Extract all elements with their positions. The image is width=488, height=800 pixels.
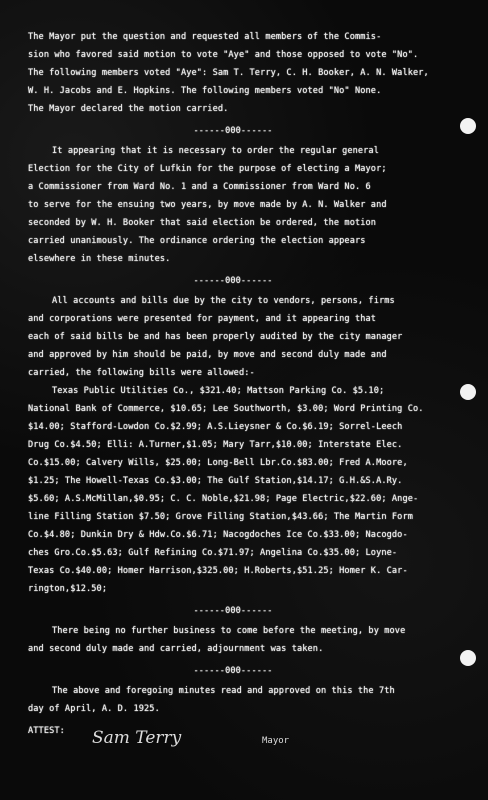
text-line: $14.00; Stafford-Lowdon Co.$2.99; A.S.Lieysner & Co.$6.19; Sorrel-Leech: [28, 422, 403, 432]
text-line: National Bank of Commerce, $10.65; Lee Southworth, $3.00; Word Printing Co.: [28, 404, 424, 414]
text-line: seconded by W. H. Booker that said election be ordered, the motion: [28, 218, 377, 228]
text-line: line Filling Station $7.50; Grove Filling Station,$43.66; The Martin Form: [28, 512, 413, 522]
text-line: day of April, A. D. 1925.: [28, 704, 160, 714]
text-line: Texas Public Utilities Co., $321.40; Mattson Parking Co. $5.10;: [52, 386, 385, 396]
text-line: $1.25; The Howell-Texas Co.$3.00; The Gulf Station,$14.17; G.H.&S.A.Ry.: [28, 476, 403, 486]
text-line: $5.60; A.S.McMillan,$0.95; C. C. Noble,$21.98; Page Electric,$22.60; Ange-: [28, 494, 419, 504]
text-line: The Mayor put the question and requested all members of the Commis-: [28, 32, 382, 42]
text-line: and approved by him should be paid, by move and second duly made and: [28, 350, 387, 360]
binder-hole-bottom: [460, 650, 476, 666]
text-line: ches Gro.Co.$5.63; Gulf Refining Co.$71.97; Angelina Co.$35.00; Loyne-: [28, 548, 398, 558]
text-line: to serve for the ensuing two years, by move made by A. N. Walker and: [28, 200, 387, 210]
text-line: All accounts and bills due by the city to vendors, persons, firms: [52, 296, 395, 306]
section-separator: ------000------: [193, 606, 273, 616]
text-line: each of said bills be and has been properly audited by the city manager: [28, 332, 403, 342]
section-separator: ------000------: [193, 126, 273, 136]
text-line: Texas Co.$40.00; Homer Harrison,$325.00; H.Roberts,$51.25; Homer K. Car-: [28, 566, 408, 576]
text-line: and corporations were presented for payment, and it appearing that: [28, 314, 377, 324]
text-line: The following members voted "Aye": Sam T. Terry, C. H. Booker, A. N. Walker,: [28, 68, 429, 78]
text-line: sion who favored said motion to vote "Aye" and those opposed to vote "No".: [28, 50, 419, 60]
section-separator: ------000------: [193, 276, 273, 286]
text-line: There being no further business to come before the meeting, by move: [52, 626, 406, 636]
text-line: and second duly made and carried, adjournment was taken.: [28, 644, 324, 654]
signature-right-label: Mayor: [262, 736, 290, 746]
text-line: The above and foregoing minutes read and approved on this the 7th: [52, 686, 395, 696]
text-line: carried unanimously. The ordinance ordering the election appears: [28, 236, 366, 246]
text-line: Co.$15.00; Calvery Wills, $25.00; Long-Bell Lbr.Co.$83.00; Fred A.Moore,: [28, 458, 408, 468]
text-line: a Commissioner from Ward No. 1 and a Commissioner from Ward No. 6: [28, 182, 371, 192]
text-line: Drug Co.$4.50; Elli: A.Turner,$1.05; Mary Tarr,$10.00; Interstate Elec.: [28, 440, 403, 450]
binder-hole-top: [460, 118, 476, 134]
signature-left: Sam Terry: [92, 728, 182, 748]
text-line: W. H. Jacobs and E. Hopkins. The following members voted "No" None.: [28, 86, 382, 96]
attest-label: ATTEST:: [28, 726, 65, 736]
text-line: Co.$4.80; Dunkin Dry & Hdw.Co.$6.71; Nacogdoches Ice Co.$33.00; Nacogdo-: [28, 530, 408, 540]
binder-hole-middle: [460, 384, 476, 400]
text-line: carried, the following bills were allowed:-: [28, 368, 255, 378]
text-line: It appearing that it is necessary to order the regular general: [52, 146, 379, 156]
text-line: The Mayor declared the motion carried.: [28, 104, 229, 114]
text-line: rington,$12.50;: [28, 584, 108, 594]
section-separator: ------000------: [193, 666, 273, 676]
text-line: elsewhere in these minutes.: [28, 254, 171, 264]
text-line: Election for the City of Lufkin for the purpose of electing a Mayor;: [28, 164, 387, 174]
